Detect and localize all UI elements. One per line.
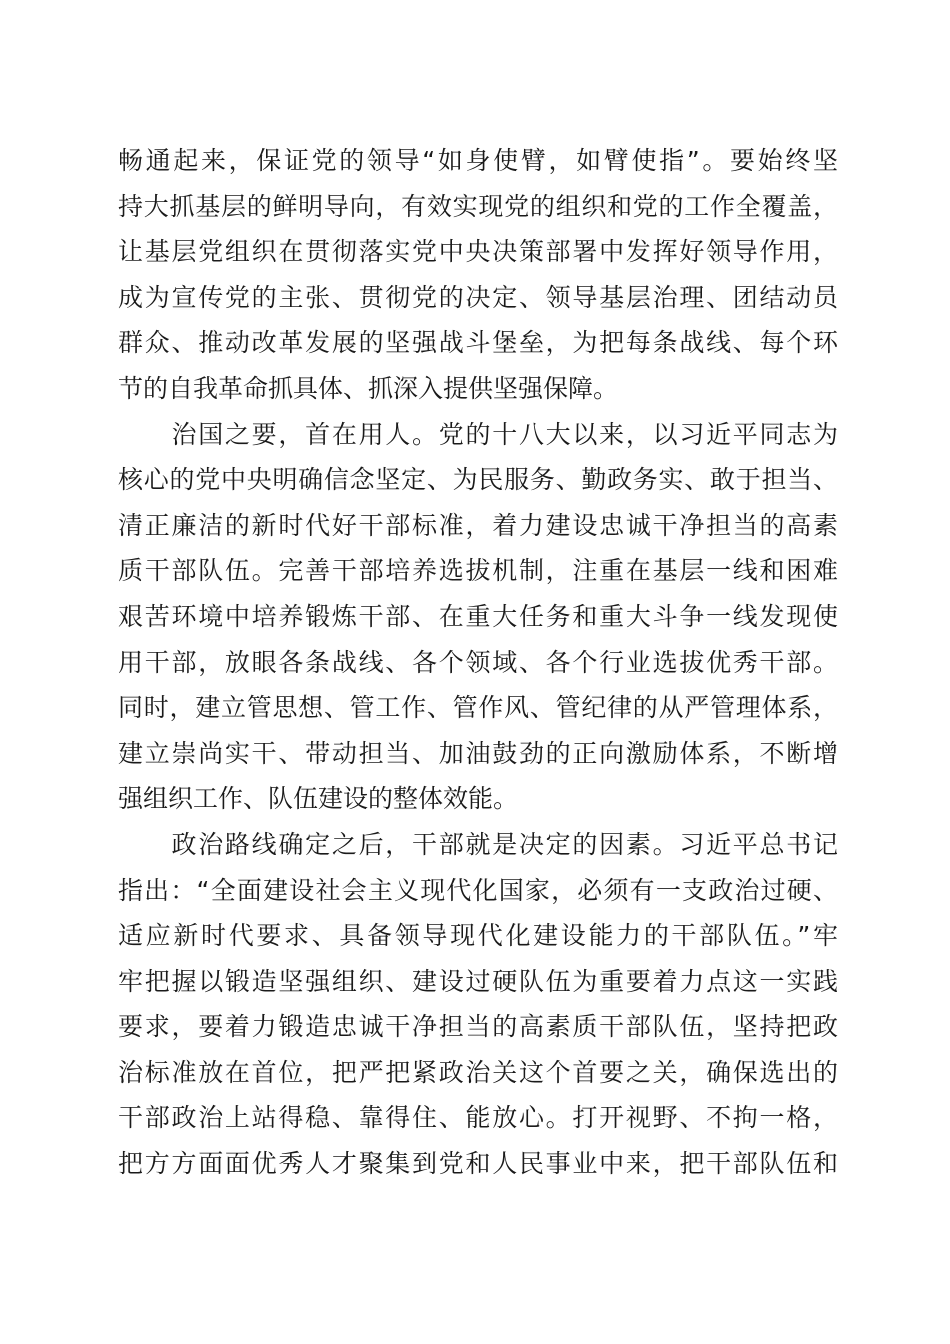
text-line-11: 艰苦环境中培养锻炼干部、在重大任务和重大斗争一线发现使 <box>118 601 838 631</box>
text-line-14: 建立崇尚实干、带动担当、加油鼓劲的正向激励体系，不断增 <box>118 738 838 768</box>
text-line-16: 政治路线确定之后，干部就是决定的因素。习近平总书记 <box>118 829 838 859</box>
text-line-8: 核心的党中央明确信念坚定、为民服务、勤政务实、敢于担当、 <box>118 465 838 495</box>
text-line-17: 指出：“全面建设社会主义现代化国家，必须有一支政治过硬、 <box>118 875 838 905</box>
text-line-7: 治国之要，首在用人。党的十八大以来，以习近平同志为 <box>118 419 838 449</box>
text-line-12: 用干部，放眼各条战线、各个领域、各个行业选拔优秀干部。 <box>118 647 838 677</box>
text-line-19: 牢把握以锻造坚强组织、建设过硬队伍为重要着力点这一实践 <box>118 966 838 996</box>
text-line-10: 质干部队伍。完善干部培养选拔机制，注重在基层一线和困难 <box>118 556 838 586</box>
body-text <box>118 138 838 1187</box>
text-line-21: 治标准放在首位，把严把紧政治关这个首要之关，确保选出的 <box>118 1057 838 1087</box>
text-line-15: 强组织工作、队伍建设的整体效能。 <box>118 784 519 814</box>
text-line-20: 要求，要着力锻造忠诚干净担当的高素质干部队伍，坚持把政 <box>118 1012 838 1042</box>
text-line-2: 持大抓基层的鲜明导向，有效实现党的组织和党的工作全覆盖， <box>118 191 838 221</box>
text-line-23: 把方方面面优秀人才聚集到党和人民事业中来，把干部队伍和 <box>118 1149 838 1179</box>
text-line-6: 节的自我革命抓具体、抓深入提供坚强保障。 <box>118 373 619 403</box>
text-line-18: 适应新时代要求、具备领导现代化建设能力的干部队伍。”牢 <box>118 921 838 951</box>
text-line-4: 成为宣传党的主张、贯彻党的决定、领导基层治理、团结动员 <box>118 282 838 312</box>
text-line-13: 同时，建立管思想、管工作、管作风、管纪律的从严管理体系， <box>118 693 838 723</box>
text-line-1: 畅通起来，保证党的领导“如身使臂，如臂使指”。要始终坚 <box>118 146 838 175</box>
text-line-3: 让基层党组织在贯彻落实党中央决策部署中发挥好领导作用， <box>118 237 838 267</box>
text-line-22: 干部政治上站得稳、靠得住、能放心。打开视野、不拘一格， <box>118 1103 838 1133</box>
text-line-9: 清正廉洁的新时代好干部标准，着力建设忠诚干净担当的高素 <box>118 510 838 540</box>
text-line-5: 群众、推动改革发展的坚强战斗堡垒，为把每条战线、每个环 <box>118 328 838 358</box>
